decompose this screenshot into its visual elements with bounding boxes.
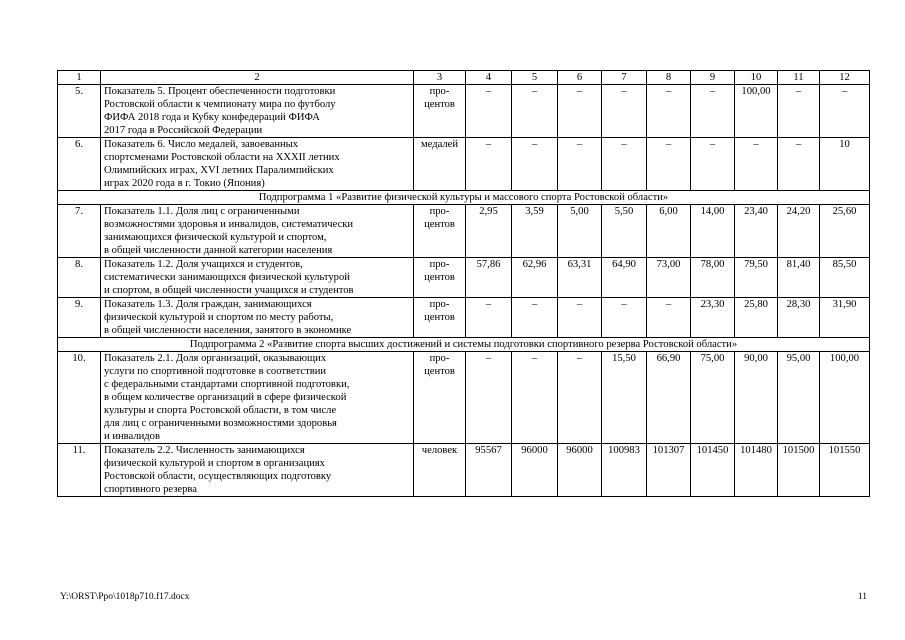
table-body — [58, 71, 870, 497]
indicator-value: 25,60 — [820, 205, 870, 258]
unit-line: про- — [429, 86, 450, 97]
column-header: 2 — [101, 71, 414, 85]
table-row — [58, 205, 870, 258]
indicator-name-line: в общем количестве организаций в сфере физической — [104, 392, 347, 403]
indicator-value: 100,00 — [820, 352, 870, 444]
table-row — [58, 258, 870, 298]
column-header: 1 — [58, 71, 101, 85]
indicators-table — [57, 70, 870, 497]
indicator-value: 23,30 — [691, 298, 735, 338]
indicator-value: 90,00 — [735, 352, 778, 444]
indicator-name-line: в общей численности данной категории населения — [104, 245, 333, 256]
indicator-name — [101, 352, 414, 444]
indicator-name-line: Олимпийских играх, XVI летних Паралимпийских — [104, 165, 334, 176]
indicator-value: 79,50 — [735, 258, 778, 298]
indicator-name-line: и спортом, в общей численности учащихся и студентов — [104, 285, 354, 296]
indicator-value: 75,00 — [691, 352, 735, 444]
indicator-value: 14,00 — [691, 205, 735, 258]
row-number: 5. — [58, 85, 101, 138]
indicator-name-line: Показатель 5. Процент обеспеченности подготовки — [104, 86, 336, 97]
indicator-value: 10 — [820, 138, 870, 191]
footer-page-number: 11 — [857, 592, 867, 602]
row-number: 10. — [58, 352, 101, 444]
indicator-value: 57,86 — [466, 258, 512, 298]
indicator-value: 64,90 — [602, 258, 647, 298]
unit-line: центов — [424, 312, 455, 323]
indicator-value: 96000 — [558, 444, 602, 497]
unit-of-measure — [414, 138, 466, 191]
indicator-value: 100,00 — [735, 85, 778, 138]
unit-line: центов — [424, 272, 455, 283]
indicator-value: – — [647, 298, 691, 338]
indicator-value: – — [691, 138, 735, 191]
table-row — [58, 444, 870, 497]
column-header: 3 — [414, 71, 466, 85]
indicator-value: – — [558, 352, 602, 444]
unit-line: человек — [421, 445, 458, 456]
footer-file-path: Y:\ORST\Ppo\1018p710.f17.docx — [60, 592, 190, 602]
indicator-value: 23,40 — [735, 205, 778, 258]
indicator-value: 101550 — [820, 444, 870, 497]
indicator-value: – — [512, 298, 558, 338]
indicator-value: – — [691, 85, 735, 138]
indicator-name-line: и инвалидов — [104, 431, 160, 442]
indicator-value: 31,90 — [820, 298, 870, 338]
unit-line: медалей — [420, 139, 459, 150]
indicator-value: 101480 — [735, 444, 778, 497]
unit-line: центов — [424, 99, 455, 110]
indicator-value: – — [512, 85, 558, 138]
unit-line: центов — [424, 219, 455, 230]
indicator-value: – — [820, 85, 870, 138]
indicator-name — [101, 85, 414, 138]
indicator-name-line: культуры и спорта Ростовской области, в том числе — [104, 405, 337, 416]
table-header-row — [58, 71, 870, 85]
unit-of-measure — [414, 258, 466, 298]
indicator-name-line: Показатель 1.2. Доля учащихся и студентов, — [104, 259, 303, 270]
indicator-value: 101450 — [691, 444, 735, 497]
indicator-value: – — [466, 85, 512, 138]
indicator-name-line: Ростовской области, осуществляющих подготовку — [104, 471, 332, 482]
indicator-name-line: занимающихся физической культурой и спортом, — [104, 232, 327, 243]
indicator-value: – — [602, 138, 647, 191]
indicator-value: – — [778, 138, 820, 191]
row-number: 7. — [58, 205, 101, 258]
column-header: 8 — [647, 71, 691, 85]
indicator-value: 5,00 — [558, 205, 602, 258]
indicator-name — [101, 444, 414, 497]
indicator-value: – — [558, 298, 602, 338]
indicator-name-line: физической культурой и спортом по месту работы, — [104, 312, 334, 323]
row-number: 6. — [58, 138, 101, 191]
table-row — [58, 138, 870, 191]
unit-line: про- — [429, 299, 450, 310]
indicator-value: 24,20 — [778, 205, 820, 258]
indicator-name-line: ФИФА 2018 года и Кубку конфедераций ФИФА — [104, 112, 320, 123]
indicator-value: – — [602, 85, 647, 138]
unit-of-measure — [414, 205, 466, 258]
indicator-value: 101500 — [778, 444, 820, 497]
unit-of-measure — [414, 298, 466, 338]
indicator-value: – — [778, 85, 820, 138]
row-number: 9. — [58, 298, 101, 338]
indicator-name-line: систематически занимающихся физической культурой — [104, 272, 350, 283]
unit-line: центов — [424, 366, 455, 377]
indicator-value: 101307 — [647, 444, 691, 497]
column-header: 5 — [512, 71, 558, 85]
row-number: 11. — [58, 444, 101, 497]
subprogram-row — [58, 338, 870, 352]
indicator-value: 6,00 — [647, 205, 691, 258]
indicator-name-line: Показатель 2.1. Доля организаций, оказывающих — [104, 353, 327, 364]
indicator-value: 78,00 — [691, 258, 735, 298]
indicator-name-line: с федеральными стандартами спортивной подготовки, — [104, 379, 350, 390]
indicator-value: – — [512, 138, 558, 191]
indicator-name-line: услуги по спортивной подготовке в соответствии — [104, 366, 327, 377]
table-row — [58, 85, 870, 138]
column-header: 10 — [735, 71, 778, 85]
indicator-value: – — [466, 138, 512, 191]
column-header: 6 — [558, 71, 602, 85]
indicator-value: 95567 — [466, 444, 512, 497]
column-header: 9 — [691, 71, 735, 85]
indicator-value: – — [466, 298, 512, 338]
indicator-value: – — [512, 352, 558, 444]
indicator-name-line: Показатель 6. Число медалей, завоеванных — [104, 139, 299, 150]
indicator-name-line: 2017 года в Российской Федерации — [104, 125, 263, 136]
row-number: 8. — [58, 258, 101, 298]
unit-line: про- — [429, 353, 450, 364]
indicator-name-line: спортивного резерва — [104, 484, 197, 495]
indicator-name-line: Показатель 1.3. Доля граждан, занимающихся — [104, 299, 312, 310]
indicator-value: – — [647, 138, 691, 191]
indicator-value: 25,80 — [735, 298, 778, 338]
unit-of-measure — [414, 85, 466, 138]
indicator-value: 28,30 — [778, 298, 820, 338]
table-row — [58, 298, 870, 338]
indicator-name-line: возможностями здоровья и инвалидов, систематически — [104, 219, 354, 230]
indicator-value: 81,40 — [778, 258, 820, 298]
table-row — [58, 352, 870, 444]
indicator-name-line: Показатель 2.2. Численность занимающихся — [104, 445, 305, 456]
indicator-name — [101, 298, 414, 338]
indicator-value: 2,95 — [466, 205, 512, 258]
indicator-name-line: в общей численности населения, занятого в экономике — [104, 325, 352, 336]
indicator-value: 85,50 — [820, 258, 870, 298]
indicator-value: – — [466, 352, 512, 444]
indicator-name — [101, 138, 414, 191]
indicator-name-line: Ростовской области к чемпионату мира по футболу — [104, 99, 336, 110]
unit-of-measure — [414, 352, 466, 444]
column-header: 4 — [466, 71, 512, 85]
column-header: 7 — [602, 71, 647, 85]
unit-line: про- — [429, 259, 450, 270]
unit-line: про- — [429, 206, 450, 217]
indicator-value: 95,00 — [778, 352, 820, 444]
indicator-name-line: спортсменами Ростовской области на XXXII летних — [104, 152, 340, 163]
indicator-value: – — [558, 138, 602, 191]
subprogram-row — [58, 191, 870, 205]
indicator-value: 15,50 — [602, 352, 647, 444]
indicator-value: – — [602, 298, 647, 338]
column-header: 12 — [820, 71, 870, 85]
indicator-name-line: физической культурой и спортом в организациях — [104, 458, 325, 469]
indicator-value: 66,90 — [647, 352, 691, 444]
indicator-name-line: играх 2020 года в г. Токио (Япония) — [104, 178, 265, 189]
indicator-value: 63,31 — [558, 258, 602, 298]
indicator-value: – — [647, 85, 691, 138]
indicator-name-line: Показатель 1.1. Доля лиц с ограниченными — [104, 206, 300, 217]
indicator-value: 62,96 — [512, 258, 558, 298]
indicator-value: 100983 — [602, 444, 647, 497]
indicator-name — [101, 258, 414, 298]
indicator-value: – — [735, 138, 778, 191]
indicator-name — [101, 205, 414, 258]
indicator-value: 3,59 — [512, 205, 558, 258]
subprogram-title: Подпрограмма 2 «Развитие спорта высших достижений и системы подготовки спортивного резерва Ростовской области» — [58, 338, 870, 352]
subprogram-title: Подпрограмма 1 «Развитие физической культуры и массового спорта Ростовской области» — [58, 191, 870, 205]
indicator-value: – — [558, 85, 602, 138]
column-header: 11 — [778, 71, 820, 85]
indicator-value: 96000 — [512, 444, 558, 497]
indicator-name-line: для лиц с ограниченными возможностями здоровья — [104, 418, 337, 429]
indicator-value: 73,00 — [647, 258, 691, 298]
indicator-value: 5,50 — [602, 205, 647, 258]
unit-of-measure — [414, 444, 466, 497]
